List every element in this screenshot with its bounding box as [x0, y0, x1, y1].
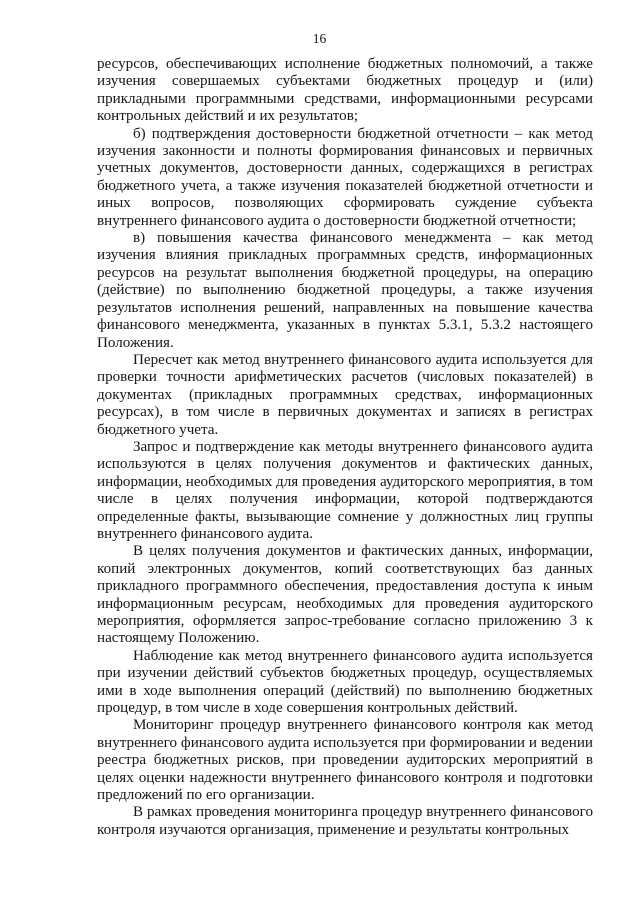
paragraph-item-v: в) повышения качества финансового менеджмента – как метод изучения влияния прикладных программных средств, информационных ресурсов на результат выполнения бюджетной процедуры, на операцию (действие) по выполнению бюджетной процедуры, а также изучения результатов исполнения решений, направленных на повышение качества финансового менеджмента, указанных в пунктах 5.3.1, 5.3.2 настоящего Положения.	[97, 230, 593, 351]
paragraph-observation: Наблюдение как метод внутреннего финансового аудита используется при изучении действий субъектов бюджетных процедур, осуществляемых ими в ходе выполнения операций (действий) по выполнению бюджетных процедур, в том числе в ходе совершения контрольных действий.	[97, 647, 593, 717]
paragraph-recalculation: Пересчет как метод внутреннего финансового аудита используется для проверки точности арифметических расчетов (числовых показателей) в документах (прикладных программных средствах, информационных ресурсах), в том числе в первичных документах и записях в регистрах бюджетного учета.	[97, 351, 593, 438]
document-body	[97, 56, 593, 839]
page-number: 16	[312, 31, 327, 46]
paragraph-request-demand: В целях получения документов и фактических данных, информации, копий электронных документов, копий соответствующих баз данных прикладного программного обеспечения, предоставления доступа к иным информационным ресурсам, необходимых для проведения аудиторского мероприятия, оформляется запрос-требование согласно приложению 3 к настоящему Положению.	[97, 543, 593, 647]
paragraph-monitoring-scope: В рамках проведения мониторинга процедур внутреннего финансового контроля изучаются организация, применение и результаты контрольных	[97, 804, 593, 838]
paragraph-item-b: б) подтверждения достоверности бюджетной отчетности – как метод изучения законности и полноты формирования финансовых и первичных учетных документов, достоверности данных, содержащихся в регистрах бюджетного учета, а также изучения показателей бюджетной отчетности и иных вопросов, позволяющих сформировать суждение субъекта внутреннего финансового аудита о достоверности бюджетной отчетности;	[97, 125, 593, 229]
paragraph-continuation: ресурсов, обеспечивающих исполнение бюджетных полномочий, а также изучения совершаемых субъектами бюджетных процедур и (или) прикладными программными средствами, информационными ресурсами контрольных действий и их результатов;	[97, 56, 593, 125]
paragraph-monitoring: Мониторинг процедур внутреннего финансового контроля как метод внутреннего финансового аудита используется при формировании и ведении реестра бюджетных рисков, при проведении аудиторских мероприятий в целях оценки надежности внутреннего финансового контроля и подготовки предложений по его организации.	[97, 717, 593, 804]
paragraph-request-confirmation: Запрос и подтверждение как методы внутреннего финансового аудита используются в целях получения документов и фактических данных, информации, необходимых для проведения аудиторского мероприятия, в том числе в целях получения информации, которой подтверждаются определенные факты, вызывающие сомнение у должностных лиц группы внутреннего финансового аудита.	[97, 438, 593, 542]
